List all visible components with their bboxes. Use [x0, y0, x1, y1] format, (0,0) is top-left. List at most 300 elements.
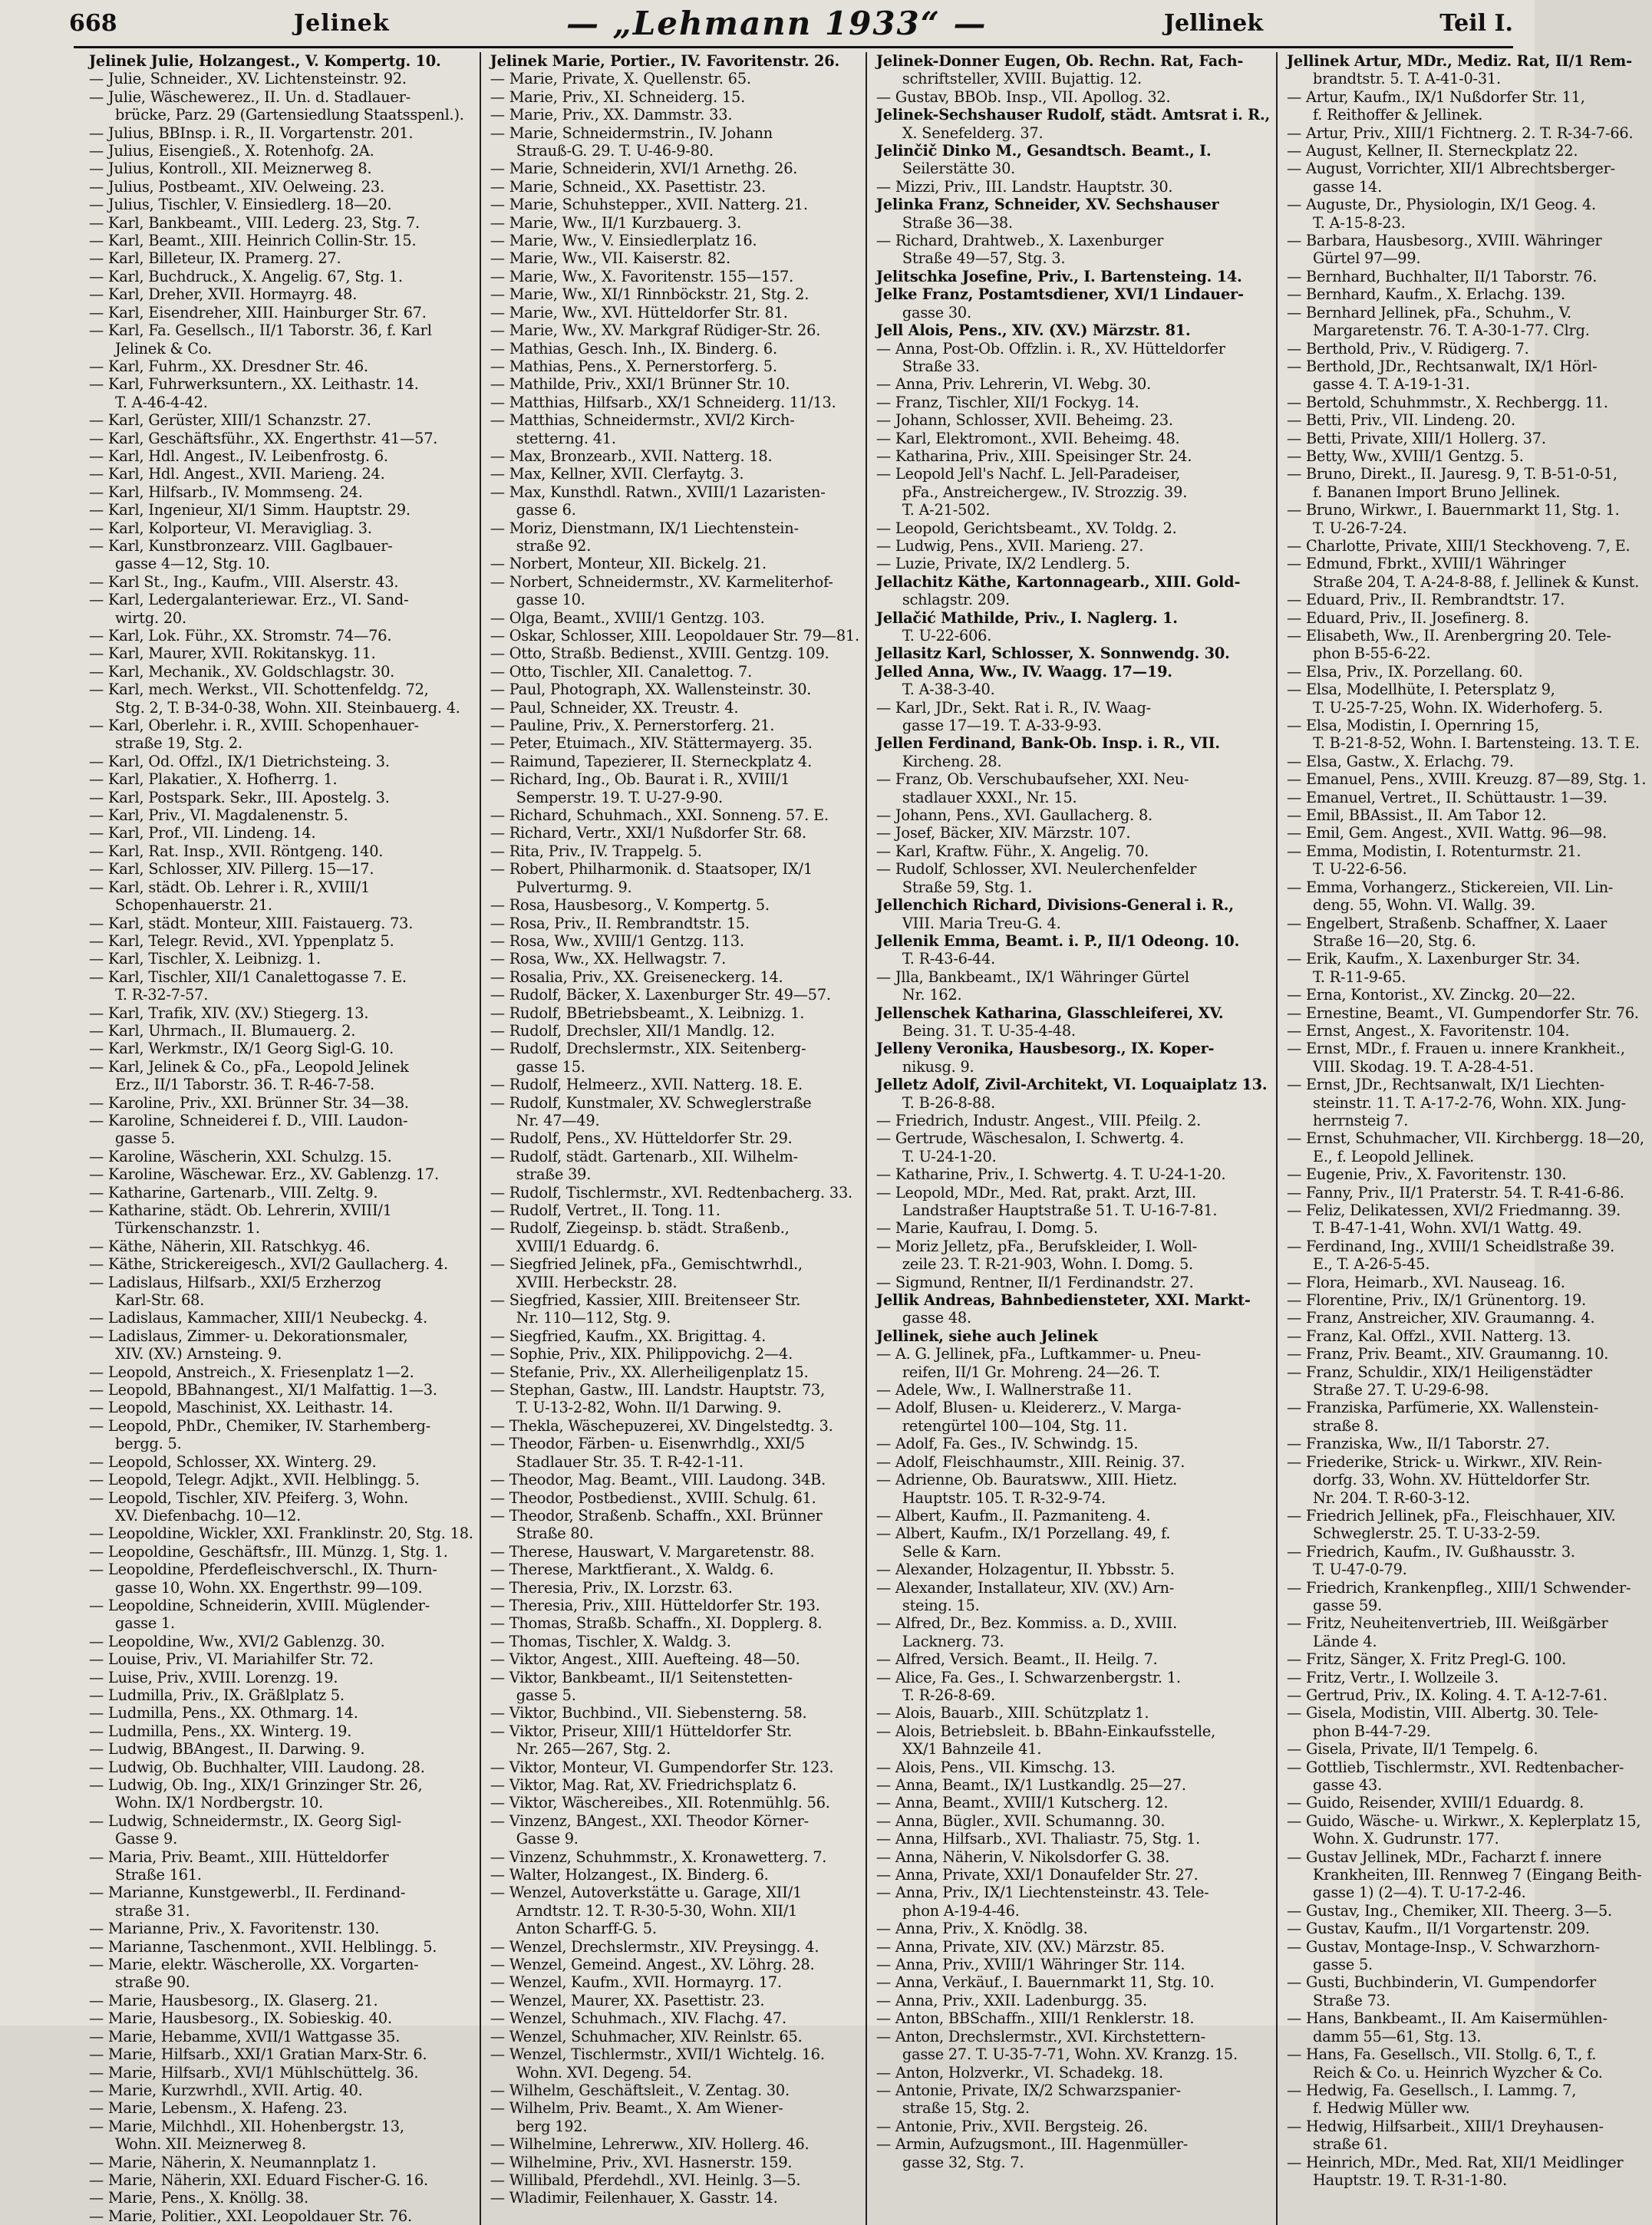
directory-entry: Jelled Anna, Ww., IV. Waagg. 17—19.	[875, 662, 1172, 681]
directory-entry: — Karl, Fuhrwerksuntern., XX. Leithastr. 14.	[89, 375, 419, 394]
directory-entry: Being. 31. T. U-35-4-48.	[902, 1021, 1076, 1040]
directory-entry: — Viktor, Buchbind., VII. Siebensterng. 58.	[490, 1704, 807, 1722]
directory-entry: — Max, Kellner, XVII. Clerfaytg. 3.	[490, 465, 744, 483]
directory-entry: — Karl, Kraftw. Führ., X. Angelig. 70.	[875, 842, 1149, 860]
directory-entry: gasse 27. T. U-35-7-71, Wohn. XV. Kranzg. 15.	[902, 2045, 1238, 2064]
directory-entry: Jell Alois, Pens., XIV. (XV.) Märzstr. 81.	[875, 321, 1191, 340]
directory-entry: Jellachitz Käthe, Kartonnagearb., XIII. Gold-	[875, 572, 1241, 591]
directory-entry: — Betti, Priv., VII. Lindeng. 20.	[1287, 411, 1515, 430]
directory-entry: — Franz, Tischler, XII/1 Fockyg. 14.	[875, 393, 1139, 411]
directory-entry: — Adele, Ww., I. Wallnerstraße 11.	[875, 1381, 1132, 1399]
directory-entry: — Karl, Prof., VII. Lindeng. 14.	[89, 824, 316, 842]
directory-entry: — Wladimir, Feilenhauer, X. Gasstr. 14.	[490, 2189, 778, 2207]
directory-entry: Jellenschek Katharina, Glasschleiferei, XV.	[875, 1004, 1224, 1022]
directory-entry: — Richard, Schuhmach., XXI. Sonneng. 57. E.	[490, 806, 829, 825]
directory-entry: — Marie, Priv., XX. Dammstr. 33.	[490, 106, 733, 124]
directory-entry: — Karl, Beamt., XIII. Heinrich Collin-Str. 15.	[89, 232, 417, 250]
directory-entry: gasse 43.	[1313, 1776, 1383, 1794]
directory-entry: Jelinek & Co.	[115, 339, 212, 358]
directory-entry: — Leopold, Telegr. Adjkt., XVII. Helblingg. 5.	[89, 1471, 420, 1489]
directory-entry: — Thomas, Straßb. Schaffn., XI. Dopplerg. 8.	[490, 1614, 823, 1633]
directory-entry: — Friedrich, Krankenpfleg., XIII/1 Schwender-	[1287, 1578, 1631, 1597]
directory-entry: straße 39.	[516, 1165, 592, 1184]
directory-entry: phon B-44-7-29.	[1313, 1722, 1431, 1740]
directory-entry: — Marie, Priv., XI. Schneiderg. 15.	[490, 87, 746, 106]
directory-entry: — Marie, Ww., XI/1 Rinnböckstr. 21, Stg. 2.	[490, 285, 810, 304]
directory-entry: — Gustav, BBOb. Insp., VII. Apollog. 32.	[875, 87, 1171, 106]
directory-entry: — Rosa, Ww., XX. Hellwagstr. 7.	[490, 950, 727, 968]
directory-entry: — Ernst, Schuhmacher, VII. Kirchbergg. 18—20,	[1287, 1129, 1644, 1148]
directory-entry: — Matthias, Schneidermstr., XVI/2 Kirch-	[490, 411, 795, 430]
directory-entry: — Eduard, Priv., II. Rembrandtstr. 17.	[1287, 591, 1565, 609]
directory-entry: — Karl, Kunstbronzearz. VIII. Gaglbauer-	[89, 536, 393, 555]
directory-entry: — Marie, Lebensm., X. Hafeng. 23.	[89, 2099, 348, 2118]
directory-entry: — Anna, Verkäuf., I. Bauernmarkt 11, Stg. 10.	[875, 1973, 1215, 1992]
directory-entry: — Ladislaus, Zimmer- u. Dekorationsmaler,	[89, 1327, 408, 1345]
directory-entry: — Leopold, MDr., Med. Rat, prakt. Arzt, III.	[875, 1183, 1196, 1202]
directory-entry: — Rudolf, Tischlermstr., XVI. Redtenbacherg. 33.	[490, 1183, 852, 1202]
directory-entry: — Paul, Photograph, XX. Wallensteinstr. 30.	[490, 681, 812, 699]
directory-entry: Stadlauer Str. 35. T. R-42-1-11.	[516, 1452, 744, 1471]
directory-entry: — Gisela, Modistin, VIII. Albertg. 30. Tele-	[1287, 1704, 1598, 1722]
directory-entry: f. Reithoffer & Jellinek.	[1313, 106, 1483, 124]
directory-entry: — Karl, Tischler, X. Leibnizg. 1.	[89, 950, 321, 968]
directory-entry: — Hans, Bankbeamt., II. Am Kaisermühlen-	[1287, 2009, 1607, 2028]
directory-entry: T. R-26-8-69.	[902, 1686, 996, 1704]
directory-entry: stetterng. 41.	[516, 429, 616, 447]
directory-entry: — Marie, Schneidermstrin., IV. Johann	[490, 124, 773, 142]
directory-entry: straße 61.	[1313, 2135, 1388, 2154]
directory-entry: — Wenzel, Kaufm., XVII. Hormayrg. 17.	[490, 1973, 782, 1992]
directory-entry: Gasse 9.	[115, 1830, 178, 1848]
directory-entry: Margaretenstr. 76. T. A-30-1-77. Clrg.	[1313, 321, 1590, 340]
directory-entry: — Wilhelmine, Priv., XVI. Hasnerstr. 159.	[490, 2153, 793, 2171]
directory-entry: Lände 4.	[1313, 1632, 1377, 1650]
directory-entry: wirtg. 20.	[115, 608, 186, 627]
directory-entry: E., f. Leopold Jellinek.	[1313, 1147, 1475, 1165]
directory-entry: — Oskar, Schlosser, XIII. Leopoldauer Str. 79—81.	[490, 627, 859, 644]
directory-entry: T. U-26-7-24.	[1313, 519, 1407, 537]
directory-entry: Anton Scharff-G. 5.	[516, 1920, 657, 1938]
directory-entry: schlagstr. 209.	[902, 591, 1010, 609]
directory-entry: — Viktor, Monteur, VI. Gumpendorfer Str. 123.	[490, 1758, 834, 1776]
directory-entry: — Franz, Kal. Offzl., XVII. Natterg. 13.	[1287, 1327, 1571, 1345]
directory-entry: — Stephan, Gastw., III. Landstr. Hauptstr. 73,	[490, 1381, 826, 1399]
directory-entry: Jelleny Veronika, Hausbesorg., IX. Koper-	[875, 1040, 1215, 1058]
directory-entry: — Otto, Straßb. Bedienst., XVIII. Gentzg. 109.	[490, 644, 829, 663]
directory-entry: — Theodor, Färben- u. Eisenwrhdlg., XXI/5	[490, 1435, 805, 1453]
directory-entry: — Albert, Kaufm., II. Pazmaniteng. 4.	[875, 1506, 1151, 1525]
directory-entry: — Ludmilla, Pens., XX. Winterg. 19.	[89, 1722, 352, 1740]
directory-entry: schriftsteller, XVIII. Bujattig. 12.	[902, 70, 1142, 88]
directory-entry: — Marie, elektr. Wäscherolle, XX. Vorgarten-	[89, 1956, 419, 1974]
directory-entry: — Karoline, Wäscherin, XXI. Schulzg. 15.	[89, 1147, 392, 1165]
directory-entry: T. A-46-4-42.	[115, 393, 208, 411]
directory-entry: — Karl, Trafik, XIV. (XV.) Stiegerg. 13.	[89, 1004, 369, 1022]
directory-entry: — Therese, Marktfierant., X. Waldg. 6.	[490, 1561, 774, 1579]
directory-entry: — Gisela, Private, II/1 Tempelg. 6.	[1287, 1740, 1538, 1759]
directory-entry: — Charlotte, Private, XIII/1 Steckhoveng. 7, E.	[1287, 536, 1631, 555]
directory-entry: — Ludmilla, Priv., IX. Gräßlplatz 5.	[89, 1686, 345, 1704]
directory-entry: — Olga, Beamt., XVIII/1 Gentzg. 103.	[490, 608, 765, 627]
directory-entry: Türkenschanzstr. 1.	[115, 1219, 260, 1238]
directory-entry: — Wilhelm, Geschäftsleit., V. Zentag. 30.	[490, 2081, 790, 2099]
directory-entry: — Rudolf, Pens., XV. Hütteldorfer Str. 29.	[490, 1129, 793, 1148]
directory-entry: — Karl, Jelinek & Co., pFa., Leopold Jelinek	[89, 1057, 409, 1076]
directory-entry: — Friedrich, Kaufm., IV. Gußhausstr. 3.	[1287, 1542, 1575, 1561]
directory-entry: Landstraßer Hauptstraße 51. T. U-16-7-81.	[902, 1202, 1218, 1219]
directory-entry: — Karl, JDr., Sekt. Rat i. R., IV. Waag-	[875, 698, 1151, 717]
directory-entry: — Marie, Pens., X. Knöllg. 38.	[89, 2189, 308, 2207]
directory-entry: Straße 73.	[1313, 1991, 1390, 2009]
directory-entry: — Rudolf, Drechsler, XII/1 Mandlg. 12.	[490, 1021, 775, 1040]
directory-entry: — Thomas, Tischler, X. Waldg. 3.	[490, 1632, 731, 1650]
directory-entry: T. R-11-9-65.	[1313, 967, 1406, 986]
directory-entry: — Karl, Plakatier., X. Hofherrg. 1.	[89, 770, 338, 789]
directory-entry: — Marianne, Priv., X. Favoritenstr. 130.	[89, 1920, 380, 1938]
directory-entry: — Theresia, Priv., IX. Lorzstr. 63.	[490, 1578, 733, 1597]
directory-entry: — Max, Kunsthdl. Ratwn., XVIII/1 Lazaristen-	[490, 483, 826, 501]
directory-entry: — Rosa, Priv., II. Rembrandtstr. 15.	[490, 914, 750, 932]
directory-entry: Jellinek Artur, MDr., Mediz. Rat, II/1 Rem-	[1287, 52, 1632, 70]
directory-entry: phon B-55-6-22.	[1313, 644, 1431, 663]
directory-entry: steing. 15.	[902, 1596, 980, 1614]
directory-entry: — Theodor, Postbedienst., XVIII. Schulg. 61.	[490, 1488, 816, 1507]
directory-entry: XVIII/1 Eduardg. 6.	[516, 1237, 660, 1255]
directory-entry: — Ernst, JDr., Rechtsanwalt, IX/1 Liechten-	[1287, 1076, 1604, 1094]
directory-entry: — Heinrich, MDr., Med. Rat, XII/1 Meidlinger	[1287, 2153, 1624, 2171]
directory-entry: — Wenzel, Maurer, XX. Pasettistr. 23.	[490, 1991, 765, 2009]
directory-entry: — Ernestine, Beamt., VI. Gumpendorfer Str. 76.	[1287, 1004, 1639, 1022]
directory-entry: — Siegfried Jelinek, pFa., Gemischtwrhdl.,	[490, 1255, 803, 1274]
directory-entry: — Rudolf, Vertret., II. Tong. 11.	[490, 1202, 720, 1219]
directory-entry: — Karl, Oberlehr. i. R., XVIII. Schopenhauer-	[89, 717, 419, 735]
directory-entry: — Franziska, Ww., II/1 Taborstr. 27.	[1287, 1435, 1550, 1453]
directory-entry: — Bernhard Jellinek, pFa., Schuhm., V.	[1287, 303, 1571, 321]
directory-entry: — Rosa, Hausbesorg., V. Kompertg. 5.	[490, 896, 770, 915]
directory-entry: — Hans, Fa. Gesellsch., VII. Stollg. 6, T., f.	[1287, 2045, 1597, 2064]
directory-entry: — Ludwig, BBAngest., II. Darwing. 9.	[89, 1740, 365, 1759]
directory-entry: — Willibald, Pferdehdl., XVI. Heinlg. 3—5.	[490, 2171, 801, 2189]
directory-entry: — Karl, Hdl. Angest., XVII. Marieng. 24.	[89, 465, 385, 483]
directory-entry: — Theodor, Mag. Beamt., VIII. Laudong. 34B.	[490, 1471, 826, 1489]
directory-entry: — Paul, Schneider, XX. Treustr. 4.	[490, 698, 739, 717]
directory-entry: — Rita, Priv., IV. Trappelg. 5.	[490, 842, 702, 860]
directory-entry: — Karl, Maurer, XVII. Rokitanskyg. 11.	[89, 644, 376, 663]
directory-entry: — Viktor, Bankbeamt., II/1 Seitenstetten-	[490, 1668, 793, 1686]
directory-entry: — Gustav, Ing., Chemiker, XII. Theerg. 3—5.	[1287, 1901, 1612, 1920]
directory-entry: Reich & Co. u. Heinrich Wyzcher & Co.	[1313, 2063, 1603, 2082]
directory-entry: gasse 15.	[516, 1057, 585, 1076]
directory-entry: — Adrienne, Ob. Bauratsww., XIII. Hietz.	[875, 1471, 1178, 1489]
directory-entry: Wohn. XII. Meiznerweg 8.	[115, 2135, 306, 2154]
directory-entry: — Theodor, Straßenb. Schaffn., XXI. Brünner	[490, 1506, 823, 1525]
directory-entry: — Marie, Ww., V. Einsiedlerplatz 16.	[490, 232, 757, 250]
directory-entry: stadlauer XXXI., Nr. 15.	[902, 788, 1077, 806]
directory-entry: — Gusti, Buchbinderin, VI. Gumpendorfer	[1287, 1973, 1597, 1992]
directory-entry: — Sigmund, Rentner, II/1 Ferdinandstr. 27.	[875, 1273, 1194, 1291]
directory-entry: — Franziska, Parfümerie, XX. Wallenstein-	[1287, 1399, 1599, 1417]
directory-entry: gasse 10.	[516, 591, 585, 609]
directory-entry: Jelke Franz, Postamtsdiener, XVI/1 Lindauer-	[875, 285, 1244, 304]
directory-entry: — Josef, Bäcker, XIV. Märzstr. 107.	[875, 824, 1131, 842]
directory-entry: berg 192.	[516, 2117, 588, 2135]
directory-entry: — Betty, Ww., XVIII/1 Gentzg. 5.	[1287, 447, 1524, 465]
directory-entry: — Karl, Priv., VI. Magdalenenstr. 5.	[89, 806, 348, 825]
directory-entry: — Peter, Etuimach., XIV. Stättermayerg. 35.	[490, 734, 813, 753]
directory-entry: — Vinzenz, Schuhmmstr., X. Kronawetterg. 7.	[490, 1848, 827, 1866]
directory-entry: — Leopold, BBahnangest., XI/1 Malfattig. 1—3.	[89, 1381, 437, 1399]
directory-entry: — Eugenie, Priv., X. Favoritenstr. 130.	[1287, 1165, 1567, 1184]
directory-entry: gasse 59.	[1313, 1596, 1383, 1614]
directory-entry: — Leopold, PhDr., Chemiker, IV. Starhemberg-	[89, 1416, 431, 1435]
directory-entry: — Rudolf, Kunstmaler, XV. Schweglerstraße	[490, 1093, 812, 1112]
directory-entry: Straße 33.	[902, 357, 980, 375]
directory-entry: T. B-26-8-88.	[902, 1093, 996, 1112]
directory-entry: — Mathilde, Priv., XXI/1 Brünner Str. 10.	[490, 375, 790, 394]
directory-entry: — Anna, Bügler., XVII. Schumanng. 30.	[875, 1811, 1166, 1830]
directory-entry: — Ernst, MDr., f. Frauen u. innere Krankheit.,	[1287, 1040, 1625, 1058]
directory-entry: — Karl, Hdl. Angest., IV. Leibenfrostg. 6.	[89, 447, 388, 465]
directory-entry: pFa., Anstreichergew., IV. Strozzig. 39.	[902, 483, 1188, 501]
directory-entry: — Rosa, Ww., XVIII/1 Gentzg. 113.	[490, 931, 744, 950]
left-running-title: Jelinek	[293, 9, 390, 37]
directory-entry: XX/1 Bahnzeile 41.	[902, 1740, 1042, 1759]
directory-entry: — Karl, Hilfsarb., IV. Mommseng. 24.	[89, 483, 363, 501]
right-running-title: Jellinek	[1163, 9, 1263, 37]
directory-entry: — Rudolf, Drechslermstr., XIX. Seitenberg-	[490, 1040, 806, 1058]
directory-entry: XVIII. Herbeckstr. 28.	[516, 1273, 678, 1291]
directory-entry: dorfg. 33, Wohn. XV. Hütteldorfer Str.	[1313, 1471, 1591, 1489]
directory-entry: — Anna, Post-Ob. Offzlin. i. R., XV. Hütteldorfer	[875, 339, 1225, 358]
directory-entry: damm 55—61, Stg. 13.	[1313, 2027, 1482, 2045]
directory-entry: — Ladislaus, Kammacher, XIII/1 Neubeckg. 4.	[89, 1309, 428, 1327]
directory-entry: Wohn. XVI. Degeng. 54.	[516, 2063, 692, 2082]
directory-entry: straße 92.	[516, 536, 592, 555]
directory-entry: — Moriz, Dienstmann, IX/1 Liechtenstein-	[490, 519, 799, 537]
directory-entry: — Käthe, Strickereigesch., XVI/2 Gaullacherg. 4.	[89, 1255, 448, 1274]
directory-entry: — Moriz Jelletz, pFa., Berufskleider, I. Woll-	[875, 1237, 1198, 1255]
directory-entry: — Auguste, Dr., Physiologin, IX/1 Geog. 4.	[1287, 196, 1596, 214]
directory-entry: — Feliz, Delikatessen, XVI/2 Friedmanng. 39.	[1287, 1202, 1621, 1219]
directory-entry: Krankheiten, III. Rennweg 7 (Eingang Beith-	[1313, 1866, 1642, 1884]
directory-entry: — Anna, Beamt., XVIII/1 Kutscherg. 12.	[875, 1794, 1169, 1812]
directory-entry: — Julius, BBInsp. i. R., II. Vorgartenstr. 201.	[89, 124, 414, 142]
directory-entry: XIV. (XV.) Arnsteing. 9.	[115, 1345, 282, 1363]
directory-entry: — Antonie, Priv., XVII. Bergsteig. 26.	[875, 2117, 1148, 2135]
directory-entry: — Wilhelm, Priv. Beamt., X. Am Wiener-	[490, 2099, 783, 2118]
directory-entry: — Julius, Eisengieß., X. Rotenhofg. 2A.	[89, 142, 374, 160]
directory-entry: Seilerstätte 30.	[902, 160, 1016, 178]
directory-entry: Nr. 47—49.	[516, 1111, 600, 1129]
directory-entry: gasse 1.	[115, 1614, 175, 1633]
directory-entry: T. U-13-2-82, Wohn. II/1 Darwing. 9.	[516, 1399, 782, 1417]
directory-entry: T. U-22-6-56.	[1313, 860, 1407, 878]
directory-entry: — Anton, Drechslermstr., XVI. Kirchstettern-	[875, 2027, 1205, 2045]
directory-entry: — Marie, Schuhstepper., XVII. Natterg. 21.	[490, 196, 808, 214]
directory-entry: — Emanuel, Vertret., II. Schüttaustr. 1—39.	[1287, 788, 1607, 806]
directory-entry: T. U-22-606.	[902, 627, 992, 644]
directory-entry: Jellačić Mathilde, Priv., I. Naglerg. 1.	[875, 608, 1178, 627]
directory-entry: — Ernst, Angest., X. Favoritenstr. 104.	[1287, 1021, 1570, 1040]
directory-entry: — Emanuel, Pens., XVIII. Kreuzg. 87—89, Stg. 1.	[1287, 770, 1647, 789]
directory-entry: — Karl, städt. Monteur, XIII. Faistauerg. 73.	[89, 914, 414, 932]
directory-entry: — Wenzel, Drechslermstr., XIV. Preysingg. 4.	[490, 1937, 819, 1956]
directory-entry: — Erna, Kontorist., XV. Zinckg. 20—22.	[1287, 986, 1576, 1004]
directory-entry: straße 31.	[115, 1901, 190, 1920]
directory-entry: — Viktor, Wäschereibes., XII. Rotenmühlg. 56.	[490, 1794, 830, 1812]
columns-container	[80, 52, 1647, 2225]
directory-entry: gasse 32, Stg. 7.	[902, 2153, 1024, 2171]
directory-entry: — Rudolf, Bäcker, X. Laxenburger Str. 49—57.	[490, 986, 831, 1004]
directory-entry: — Karl, Elektromont., XVII. Beheimg. 48.	[875, 429, 1180, 447]
directory-entry: — Eduard, Priv., II. Josefinerg. 8.	[1287, 608, 1529, 627]
directory-entry: Straße 27. T. U-29-6-98.	[1313, 1381, 1489, 1399]
directory-entry: Schopenhauerstr. 21.	[115, 896, 272, 915]
directory-entry: — Marie, Näherin, X. Neumannplatz 1.	[89, 2153, 377, 2171]
directory-entry: gasse 14.	[1313, 177, 1383, 196]
directory-entry: — Marie, Hilfsarb., XXI/1 Gratian Marx-Str. 6.	[89, 2045, 427, 2064]
directory-entry: — Marie, Politier., XXI. Leopoldauer Str. 76.	[89, 2207, 412, 2225]
directory-entry: — Luzie, Private, IX/2 Lendlerg. 5.	[875, 555, 1130, 573]
directory-entry: — Katharine, Gartenarb., VIII. Zeltg. 9.	[89, 1183, 378, 1202]
directory-entry: — Karl, Billeteur, IX. Pramerg. 27.	[89, 249, 341, 268]
directory-entry: XV. Diefenbachg. 10—12.	[115, 1506, 302, 1525]
directory-entry: Straße 80.	[516, 1525, 594, 1543]
directory-entry: — Anton, Holzverkr., VI. Schadekg. 18.	[875, 2063, 1163, 2082]
directory-entry: — Marie, Schneiderin, XVI/1 Arnethg. 26.	[490, 160, 798, 178]
directory-entry: — Otto, Tischler, XII. Canalettog. 7.	[490, 662, 753, 681]
directory-entry: — Therese, Hauswart, V. Margaretenstr. 88.	[490, 1542, 815, 1561]
directory-entry: Kircheng. 28.	[902, 752, 1002, 770]
page-number: 668	[69, 9, 117, 37]
directory-entry: — Gertrude, Wäschesalon, I. Schwertg. 4.	[875, 1129, 1184, 1148]
directory-entry: Hauptstr. 105. T. R-32-9-74.	[902, 1488, 1106, 1507]
directory-entry: Jellenik Emma, Beamt. i. P., II/1 Odeong. 10.	[875, 931, 1240, 950]
directory-entry: Nr. 110—112, Stg. 9.	[516, 1309, 671, 1327]
directory-entry: Schweglerstr. 25. T. U-33-2-59.	[1313, 1525, 1541, 1543]
directory-entry: — Norbert, Schneidermstr., XV. Karmeliterhof-	[490, 572, 833, 591]
directory-entry: — Ludwig, Ob. Buchhalter, VIII. Laudong. 28.	[89, 1758, 425, 1776]
directory-entry: — Karl, mech. Werkst., VII. Schottenfeldg. 72,	[89, 681, 429, 699]
directory-entry: — Guido, Reisender, XVIII/1 Eduardg. 8.	[1287, 1794, 1584, 1812]
directory-entry: — Rudolf, Helmeerz., XVII. Natterg. 18. E.	[490, 1076, 803, 1094]
directory-entry: — Alexander, Holzagentur, II. Ybbsstr. 5.	[875, 1561, 1175, 1579]
directory-entry: — Gertrud, Priv., IX. Koling. 4. T. A-12-7-61.	[1287, 1686, 1607, 1704]
directory-entry: Jelletz Adolf, Zivil-Architekt, VI. Loquaiplatz 13.	[875, 1076, 1268, 1094]
directory-entry: — Karl, Geschäftsführ., XX. Engerthstr. 41—57.	[89, 429, 438, 447]
directory-entry: — Ludwig, Ob. Ing., XIX/1 Grinzinger Str. 26,	[89, 1776, 423, 1794]
directory-entry: — Karl, Fa. Gesellsch., II/1 Taborstr. 36, f. Karl	[89, 321, 432, 340]
directory-entry: — Gottlieb, Tischlermstr., XVI. Redtenbacher-	[1287, 1758, 1624, 1776]
directory-entry: — Julius, Tischler, V. Einsiedlerg. 18—20.	[89, 196, 392, 214]
directory-entry: — Käthe, Näherin, XII. Ratschkyg. 46.	[89, 1237, 371, 1255]
directory-entry: — Karl, Bankbeamt., VIII. Lederg. 23, Stg. 7.	[89, 213, 420, 232]
directory-entry: — Fritz, Neuheitenvertrieb, III. Weißgärber	[1287, 1614, 1608, 1633]
directory-entry: — Karl, Tischler, XII/1 Canalettogasse 7. E.	[89, 967, 407, 986]
directory-entry: — Marie, Hilfsarb., XVI/1 Mühlschüttelg. 36.	[89, 2063, 419, 2082]
directory-entry: zeile 23. T. R-21-903, Wohn. I. Domg. 5.	[902, 1255, 1193, 1274]
directory-entry: — Gustav, Montage-Insp., V. Schwarzhorn-	[1287, 1937, 1600, 1956]
directory-entry: Jelinka Franz, Schneider, XV. Sechshauser	[875, 196, 1219, 214]
directory-entry: — Elisabeth, Ww., II. Arenbergring 20. Tele-	[1287, 627, 1611, 644]
directory-entry: — Karl, Uhrmach., II. Blumauerg. 2.	[89, 1021, 356, 1040]
directory-entry: — Wilhelmine, Lehrerww., XIV. Hollerg. 46.	[490, 2135, 810, 2154]
directory-entry: Stg. 2, T. B-34-0-38, Wohn. XII. Steinbauerg. 4.	[115, 698, 460, 717]
directory-entry: — Karl, Fuhrm., XX. Dresdner Str. 46.	[89, 357, 368, 375]
directory-entry: — Raimund, Tapezierer, II. Sterneckplatz 4.	[490, 752, 813, 770]
directory-entry: — Friedrich Jellinek, pFa., Fleischhauer, XIV.	[1287, 1506, 1616, 1525]
directory-entry: — Rudolf, Ziegeinsp. b. städt. Straßenb.,	[490, 1219, 790, 1238]
directory-entry: — Leopold, Anstreich., X. Friesenplatz 1—2.	[89, 1363, 414, 1381]
directory-entry: Wohn. X. Gudrunstr. 177.	[1313, 1830, 1499, 1848]
directory-entry: — Marianne, Taschenmont., XVII. Helblingg. 5.	[89, 1937, 437, 1956]
directory-entry: — Adolf, Blusen- u. Kleidererz., V. Marga-	[875, 1399, 1182, 1417]
directory-entry: — Karoline, Priv., XXI. Brünner Str. 34—38.	[89, 1093, 409, 1112]
directory-entry: Straße 59, Stg. 1.	[902, 878, 1033, 896]
directory-entry: — Karl, Od. Offzl., IX/1 Dietrichsteing. 3.	[89, 752, 390, 770]
directory-entry: — Emma, Vorhangerz., Stickereien, VII. Lin-	[1287, 878, 1614, 896]
directory-entry: — Franz, Priv. Beamt., XIV. Graumanng. 10.	[1287, 1345, 1609, 1363]
directory-entry: — Johann, Schlosser, XVII. Beheimg. 23.	[875, 411, 1173, 430]
directory-entry: Semperstr. 19. T. U-27-9-90.	[516, 788, 723, 806]
directory-entry: — Vinzenz, BAngest., XXI. Theodor Körner-	[490, 1811, 809, 1830]
directory-entry: — Leopold Jell's Nachf. L. Jell-Paradeiser,	[875, 465, 1181, 483]
directory-entry: — Marianne, Kunstgewerbl., II. Ferdinand-	[89, 1884, 406, 1902]
part-label: Teil I.	[1439, 9, 1513, 37]
directory-entry: — Adolf, Fleischhaumstr., XIII. Reinig. 37.	[875, 1452, 1185, 1471]
directory-entry: steinstr. 11. T. A-17-2-76, Wohn. XIX. Jung-	[1313, 1093, 1626, 1112]
directory-entry: — Emil, BBAssist., II. Am Tabor 12.	[1287, 806, 1547, 825]
directory-entry: Jellik Andreas, Bahnbediensteter, XXI. Markt-	[875, 1291, 1251, 1310]
directory-entry: Pulverturmg. 9.	[516, 878, 632, 896]
directory-entry: — Bruno, Direkt., II. Jauresg. 9, T. B-51-0-51,	[1287, 465, 1617, 483]
directory-entry: gasse 4. T. A-19-1-31.	[1313, 375, 1470, 394]
directory-entry: — Rudolf, BBetriebsbeamt., X. Leibnizg. 1.	[490, 1004, 805, 1022]
directory-entry: — Bernhard, Kaufm., X. Erlachg. 139.	[1287, 285, 1565, 304]
directory-entry: — Berthold, Priv., V. Rüdigerg. 7.	[1287, 339, 1529, 358]
directory-entry: — Wenzel, Schuhmach., XIV. Flachg. 47.	[490, 2009, 786, 2028]
page-header	[69, 3, 1513, 43]
directory-entry: — Erik, Kaufm., X. Laxenburger Str. 34.	[1287, 950, 1581, 968]
directory-entry: — Karl, Rat. Insp., XVII. Röntgeng. 140.	[89, 842, 384, 860]
directory-entry: — Hedwig, Hilfsarbeit., XIII/1 Dreyhausen-	[1287, 2117, 1604, 2135]
directory-entry: — Anna, Priv., XVIII/1 Währinger Str. 114.	[875, 1956, 1185, 1974]
directory-entry: — Anna, Priv., X. Knödlg. 38.	[875, 1920, 1088, 1938]
directory-entry: — Alois, Pens., VII. Kimschg. 13.	[875, 1758, 1116, 1776]
directory-entry: — Bertold, Schuhmmstr., X. Rechbergg. 11.	[1287, 393, 1608, 411]
directory-entry: straße 8.	[1313, 1416, 1379, 1435]
directory-entry: gasse 17—19. T. A-33-9-93.	[902, 717, 1102, 735]
directory-entry: — Bruno, Wirkwr., I. Bauernmarkt 11, Stg. 1.	[1287, 501, 1620, 519]
directory-entry: gasse 10, Wohn. XX. Engerthstr. 99—109.	[115, 1578, 423, 1597]
directory-entry: — Leopoldine, Ww., XVI/2 Gablenzg. 30.	[89, 1632, 385, 1650]
directory-entry: T. A-15-8-23.	[1313, 213, 1406, 232]
directory-entry: — Anna, Priv., XXII. Ladenburgg. 35.	[875, 1991, 1147, 2009]
directory-entry: T. U-24-1-20.	[902, 1147, 997, 1165]
header-rule	[74, 46, 1513, 48]
directory-entry: — Julie, Wäschewerez., II. Un. d. Stadlauer-	[89, 87, 411, 106]
directory-entry: Karl-Str. 68.	[115, 1291, 205, 1310]
directory-entry: brandtstr. 5. T. A-41-0-31.	[1313, 70, 1501, 88]
directory-entry: Jelinek-Donner Eugen, Ob. Rechn. Rat, Fach-	[875, 52, 1244, 70]
directory-entry: — Karl, Postspark. Sekr., III. Apostelg. 3.	[89, 788, 390, 806]
directory-entry: — Guido, Wäsche- u. Wirkwr., X. Keplerplatz 15,	[1287, 1811, 1641, 1830]
directory-entry: X. Senefelderg. 37.	[902, 124, 1044, 142]
directory-entry: — Marie, Hausbesorg., IX. Sobieskig. 40.	[89, 2009, 392, 2028]
directory-entry: — Artur, Priv., XIII/1 Fichtnerg. 2. T. R-34-7-66.	[1287, 124, 1634, 142]
directory-entry: Gürtel 97—99.	[1313, 249, 1421, 268]
